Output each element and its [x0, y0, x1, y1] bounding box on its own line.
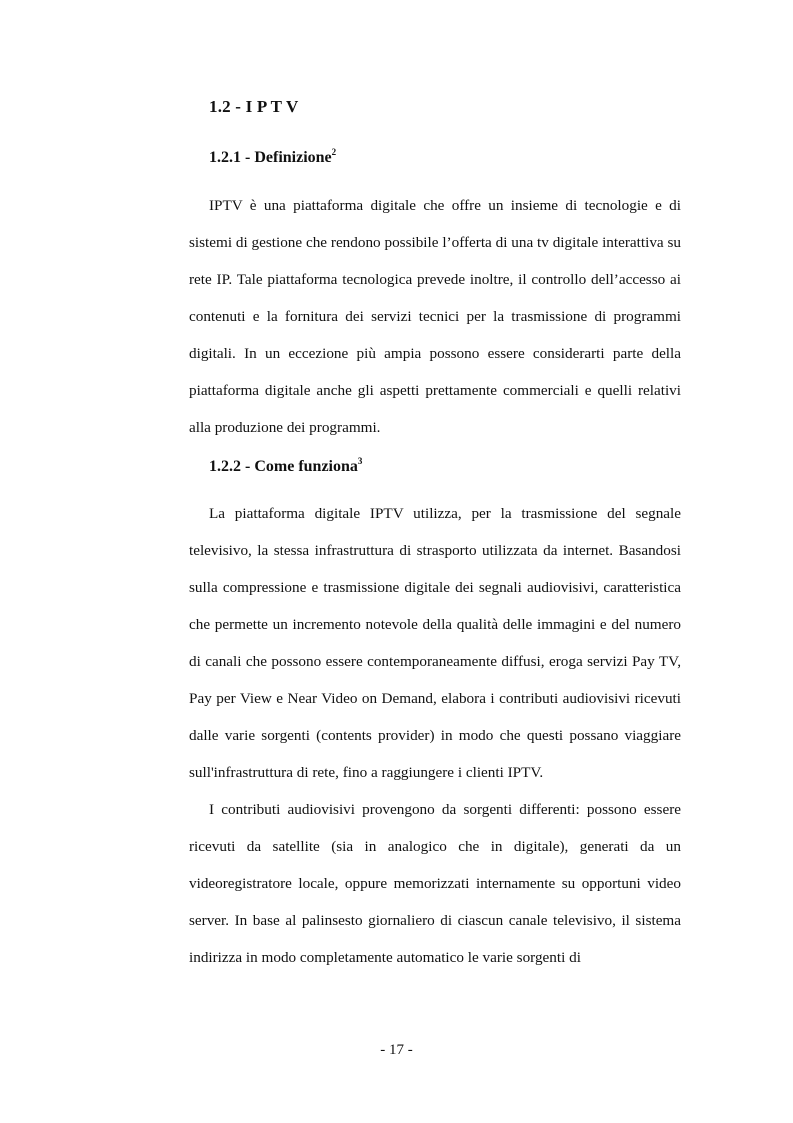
subsection-title-come-funziona — [209, 453, 681, 481]
paragraph: IPTV è una piattaforma digitale che offre un insieme di tecnologie e di sistemi di gestione che rendono possibile l’offerta di una tv digitale interattiva su rete IP. Tale piattaforma tecnologica prevede inoltre, il controllo dell’accesso ai contenuti e la fornitura dei servizi tecnici per la trasmissione di programmi digitali. In un eccezione più ampia possono essere considerarti parte della piattaforma digitale anche gli aspetti prettamente commerciali e quelli relativi alla produzione dei programmi. — [189, 197, 681, 436]
footnote-reference[interactable]: 2 — [331, 147, 337, 157]
page-content — [189, 93, 681, 976]
footnote-reference[interactable]: 3 — [357, 456, 363, 466]
section-title: 1.2 - I P T V — [209, 97, 299, 116]
subsection-title-text: 1.2.2 - Come funziona — [209, 458, 358, 475]
subsection-title-text: 1.2.1 - Definizione — [209, 149, 332, 166]
paragraph: I contributi audiovisivi provengono da sorgenti differenti: possono essere ricevuti da satellite (sia in analogico che in digitale), generati da un videoregistratore locale, oppure memorizzati internamente su opportuni video server. In base al palinsesto giornaliero di ciascun canale televisivo, il sistema indirizza in modo completamente automatico le varie sorgenti di — [189, 801, 681, 966]
subsection-title-definizione — [209, 144, 681, 172]
paragraph: La piattaforma digitale IPTV utilizza, per la trasmissione del segnale televisivo, la stessa infrastruttura di strasporto utilizzata da internet. Basandosi sulla compressione e trasmissione digitale dei segnali audiovisivi, caratteristica che permette un incremento notevole della qualità delle immagini e del numero di canali che possono essere contemporaneamente diffusi, eroga servizi Pay TV, Pay per View e Near Video on Demand, elabora i contributi audiovisivi ricevuti dalle varie sorgenti (contents provider) in modo che questi possano viaggiare sull'infrastruttura di rete, fino a raggiungere i clienti IPTV. — [189, 505, 681, 781]
page-number: - 17 - — [380, 1042, 413, 1058]
